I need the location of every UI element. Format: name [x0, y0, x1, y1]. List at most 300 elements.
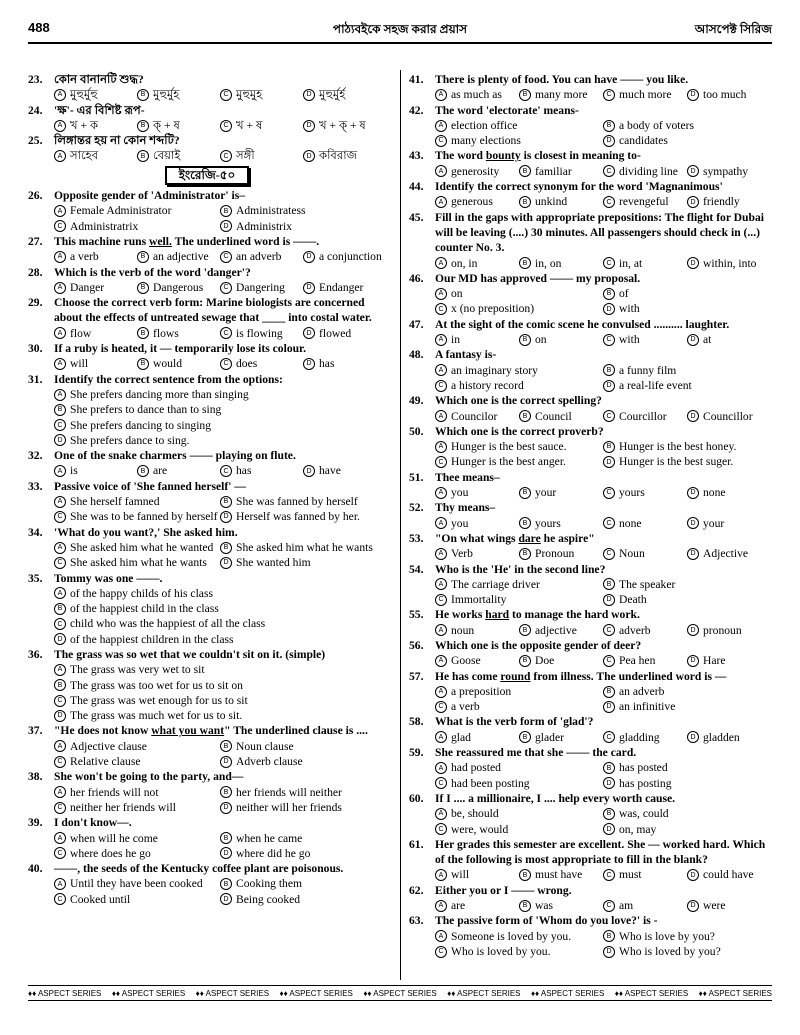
option-text: Endanger	[319, 280, 364, 294]
answer-option[interactable]	[435, 806, 603, 821]
answer-option[interactable]	[603, 133, 771, 148]
option-list	[28, 203, 386, 234]
option-text: where did he go	[236, 846, 311, 860]
answer-option[interactable]	[519, 194, 603, 209]
question	[28, 372, 386, 387]
answer-option[interactable]	[435, 776, 603, 791]
answer-option[interactable]	[519, 867, 603, 882]
answer-option[interactable]	[603, 929, 771, 944]
answer-option[interactable]	[54, 509, 220, 524]
option-text: an adjective	[153, 250, 209, 264]
answer-option[interactable]	[603, 454, 771, 469]
answer-option[interactable]	[54, 356, 137, 371]
answer-option[interactable]	[603, 485, 687, 500]
answer-option[interactable]	[603, 867, 687, 882]
question	[409, 531, 771, 546]
answer-option[interactable]	[54, 708, 386, 723]
option-marker-icon: C	[54, 802, 66, 814]
answer-option[interactable]	[303, 148, 386, 163]
option-text: as much as	[451, 88, 502, 102]
option-marker-icon: A	[435, 655, 447, 667]
option-marker-icon: A	[54, 282, 66, 294]
option-marker-icon: D	[687, 410, 699, 422]
option-text: Until they have been cooked	[70, 877, 203, 891]
answer-option[interactable]	[220, 356, 303, 371]
answer-option[interactable]	[54, 739, 220, 754]
option-marker-icon: A	[54, 120, 66, 132]
option-marker-icon: D	[303, 358, 315, 370]
answer-option[interactable]	[303, 326, 386, 341]
answer-option[interactable]	[435, 822, 603, 837]
option-text: glad	[451, 730, 471, 744]
answer-option[interactable]	[220, 203, 386, 218]
option-marker-icon: B	[603, 930, 615, 942]
option-text: খ + ষ	[236, 118, 263, 132]
question	[28, 479, 386, 494]
question	[28, 295, 386, 326]
option-marker-icon: C	[603, 196, 615, 208]
question-text: The word 'electorate' means-	[435, 103, 579, 117]
answer-option[interactable]	[303, 463, 386, 478]
answer-option[interactable]	[137, 463, 220, 478]
option-marker-icon: B	[519, 257, 531, 269]
answer-option[interactable]	[603, 87, 687, 102]
answer-option[interactable]	[687, 87, 771, 102]
answer-option[interactable]	[435, 194, 519, 209]
option-text: must	[619, 868, 642, 882]
option-text: The grass was wet enough for us to sit	[70, 693, 248, 707]
answer-option[interactable]	[519, 546, 603, 561]
answer-option[interactable]	[435, 409, 519, 424]
answer-option[interactable]	[54, 555, 220, 570]
answer-option[interactable]	[603, 653, 687, 668]
answer-option[interactable]	[303, 356, 386, 371]
answer-option[interactable]	[54, 118, 137, 133]
answer-option[interactable]	[54, 846, 220, 861]
question-number: 61.	[409, 837, 424, 851]
answer-option[interactable]	[54, 249, 137, 264]
answer-option[interactable]	[603, 194, 687, 209]
answer-option[interactable]	[435, 118, 603, 133]
answer-option[interactable]	[435, 592, 603, 607]
answer-option[interactable]	[54, 632, 386, 647]
option-marker-icon: C	[603, 165, 615, 177]
answer-option[interactable]	[54, 387, 386, 402]
option-text: মুহুমুহ	[236, 88, 263, 102]
option-marker-icon: A	[435, 900, 447, 912]
answer-option[interactable]	[220, 326, 303, 341]
option-marker-icon: B	[220, 205, 232, 217]
option-marker-icon: B	[137, 89, 149, 101]
answer-option[interactable]	[435, 133, 603, 148]
option-marker-icon: D	[687, 655, 699, 667]
answer-option[interactable]	[687, 256, 771, 271]
answer-option[interactable]	[603, 332, 687, 347]
answer-option[interactable]	[603, 730, 687, 745]
answer-option[interactable]	[54, 662, 386, 677]
question	[28, 341, 386, 356]
answer-option[interactable]	[603, 776, 771, 791]
question-text: Which one is the correct proverb?	[435, 424, 604, 438]
answer-option[interactable]	[687, 730, 771, 745]
answer-option[interactable]	[303, 87, 386, 102]
question-number: 39.	[28, 816, 43, 830]
answer-option[interactable]	[54, 616, 386, 631]
option-text: yours	[535, 516, 561, 530]
option-marker-icon: A	[435, 120, 447, 132]
option-text: Who is love by you?	[619, 929, 715, 943]
answer-option[interactable]	[54, 433, 386, 448]
option-text: Relative clause	[70, 755, 141, 769]
option-marker-icon: C	[220, 251, 232, 263]
answer-option[interactable]	[54, 800, 220, 815]
option-marker-icon: B	[220, 542, 232, 554]
question-text: 'What do you want?,' She asked him.	[54, 525, 238, 539]
answer-option[interactable]	[435, 577, 603, 592]
answer-option[interactable]	[303, 249, 386, 264]
answer-option[interactable]	[687, 867, 771, 882]
answer-option[interactable]	[54, 876, 220, 891]
answer-option[interactable]	[435, 898, 519, 913]
option-text: মুহুর্মুহ	[153, 88, 180, 102]
option-text: must have	[535, 868, 583, 882]
answer-option[interactable]	[54, 494, 220, 509]
option-text: She asked him what he wants	[70, 556, 207, 570]
question-text: Choose the correct verb form: Marine biologists are concerned about the effects of untreated sewage that ____ into costal water.	[54, 296, 372, 325]
answer-option[interactable]	[687, 516, 771, 531]
answer-option[interactable]	[435, 164, 519, 179]
answer-option[interactable]	[603, 301, 771, 316]
question-number: 23.	[28, 73, 43, 86]
answer-option[interactable]	[220, 118, 303, 133]
answer-option[interactable]	[54, 586, 386, 601]
answer-option[interactable]	[54, 402, 386, 417]
answer-option[interactable]	[603, 699, 771, 714]
answer-option[interactable]	[435, 623, 519, 638]
answer-option[interactable]	[519, 653, 603, 668]
option-list	[409, 194, 771, 209]
answer-option[interactable]	[603, 806, 771, 821]
underlined-word: what you want	[151, 724, 225, 738]
option-list	[28, 876, 386, 907]
answer-option[interactable]	[603, 363, 771, 378]
answer-option[interactable]	[603, 516, 687, 531]
question-text: What is the verb form of 'glad'?	[435, 715, 594, 729]
option-marker-icon: B	[519, 624, 531, 636]
option-marker-icon: A	[54, 664, 66, 676]
answer-option[interactable]	[220, 555, 386, 570]
answer-option[interactable]	[435, 256, 519, 271]
footer-label: ♦♦ ASPECT SERIES	[447, 988, 521, 998]
option-marker-icon: B	[137, 251, 149, 263]
question	[28, 133, 386, 148]
answer-option[interactable]	[603, 118, 771, 133]
answer-option[interactable]	[54, 754, 220, 769]
answer-option[interactable]	[435, 87, 519, 102]
option-text: খ + ক্ + ষ	[319, 118, 366, 132]
answer-option[interactable]	[603, 592, 771, 607]
option-text: Hunger is the best suger.	[619, 455, 734, 469]
answer-option[interactable]	[54, 280, 137, 295]
question	[409, 913, 771, 928]
option-marker-icon: B	[519, 900, 531, 912]
option-text: when he came	[236, 831, 303, 845]
answer-option[interactable]	[435, 378, 603, 393]
answer-option[interactable]	[519, 516, 603, 531]
answer-option[interactable]	[435, 516, 519, 531]
question-number: 43.	[409, 149, 424, 163]
answer-option[interactable]	[435, 546, 519, 561]
option-marker-icon: D	[687, 487, 699, 499]
answer-option[interactable]	[220, 249, 303, 264]
option-text: a history record	[451, 378, 524, 392]
answer-option[interactable]	[54, 148, 137, 163]
footer-label: ♦♦ ASPECT SERIES	[530, 988, 605, 998]
answer-option[interactable]	[220, 846, 386, 861]
answer-option[interactable]	[54, 785, 220, 800]
answer-option[interactable]	[687, 898, 771, 913]
answer-option[interactable]	[603, 760, 771, 775]
answer-option[interactable]	[687, 164, 771, 179]
question	[28, 72, 386, 87]
answer-option[interactable]	[687, 409, 771, 424]
answer-option[interactable]	[137, 87, 220, 102]
underlined-word: round	[500, 669, 531, 683]
answer-option[interactable]	[137, 280, 220, 295]
answer-option[interactable]	[603, 623, 687, 638]
option-text: dividing line	[619, 164, 678, 178]
answer-option[interactable]	[603, 684, 771, 699]
answer-option[interactable]	[435, 653, 519, 668]
answer-option[interactable]	[303, 280, 386, 295]
answer-option[interactable]	[220, 509, 386, 524]
answer-option[interactable]	[687, 546, 771, 561]
option-text: neither will her friends	[236, 800, 342, 814]
answer-option[interactable]	[435, 730, 519, 745]
option-text: The grass was much wet for us to sit.	[70, 709, 243, 723]
option-text: Councilor	[451, 409, 498, 423]
question-text-part: " The underlined clause is ....	[224, 724, 368, 738]
answer-option[interactable]	[220, 280, 303, 295]
answer-option[interactable]	[603, 822, 771, 837]
option-marker-icon: A	[435, 196, 447, 208]
answer-option[interactable]	[687, 332, 771, 347]
answer-option[interactable]	[435, 439, 603, 454]
answer-option[interactable]	[603, 898, 687, 913]
question	[28, 188, 386, 203]
question	[409, 103, 771, 118]
answer-option[interactable]	[687, 485, 771, 500]
answer-option[interactable]	[435, 944, 603, 959]
question-text	[435, 148, 771, 163]
answer-option[interactable]	[519, 256, 603, 271]
footer-label: ♦♦ ASPECT SERIES	[28, 988, 102, 998]
answer-option[interactable]	[435, 699, 603, 714]
answer-option[interactable]	[220, 219, 386, 234]
answer-option[interactable]	[603, 256, 687, 271]
answer-option[interactable]	[54, 219, 220, 234]
section-heading	[28, 166, 386, 185]
option-list	[28, 118, 386, 133]
answer-option[interactable]	[603, 286, 771, 301]
option-text: She was fanned by herself	[236, 495, 358, 509]
option-text: in, on	[535, 256, 562, 270]
option-marker-icon: B	[220, 786, 232, 798]
option-marker-icon: C	[54, 756, 66, 768]
option-text: election office	[451, 118, 518, 132]
answer-option[interactable]	[519, 87, 603, 102]
answer-option[interactable]	[435, 684, 603, 699]
section-title: ইংরেজি-৫০	[165, 166, 250, 185]
option-marker-icon: C	[435, 456, 447, 468]
option-marker-icon: C	[435, 946, 447, 958]
answer-option[interactable]	[54, 693, 386, 708]
option-text: Cooking them	[236, 877, 303, 891]
option-marker-icon: D	[603, 456, 615, 468]
option-marker-icon: A	[54, 832, 66, 844]
answer-option[interactable]	[435, 454, 603, 469]
answer-option[interactable]	[435, 867, 519, 882]
option-text: your	[535, 486, 557, 500]
option-text: of the happy childs of his class	[70, 586, 213, 600]
option-text: Goose	[451, 654, 481, 668]
answer-option[interactable]	[220, 876, 386, 891]
option-marker-icon: C	[435, 777, 447, 789]
answer-option[interactable]	[687, 623, 771, 638]
answer-option[interactable]	[137, 249, 220, 264]
answer-option[interactable]	[603, 409, 687, 424]
answer-option[interactable]	[137, 118, 220, 133]
question-number: 30.	[28, 342, 43, 356]
answer-option[interactable]	[54, 203, 220, 218]
option-text: Administratrix	[70, 219, 139, 233]
answer-option[interactable]	[603, 378, 771, 393]
option-text: x (no preposition)	[451, 302, 535, 316]
option-text: unkind	[535, 195, 568, 209]
answer-option[interactable]	[435, 760, 603, 775]
answer-option[interactable]	[435, 286, 603, 301]
option-text: flows	[153, 326, 179, 340]
answer-option[interactable]	[220, 540, 386, 555]
option-text: Hare	[703, 654, 726, 668]
answer-option[interactable]	[54, 463, 137, 478]
answer-option[interactable]	[435, 363, 603, 378]
answer-option[interactable]	[220, 463, 303, 478]
option-list	[409, 653, 771, 668]
option-text: Councillor	[703, 409, 753, 423]
answer-option[interactable]	[519, 332, 603, 347]
option-marker-icon: A	[435, 930, 447, 942]
option-text: Adjective clause	[70, 739, 147, 753]
left-column	[28, 72, 386, 907]
option-text: had been posting	[451, 776, 530, 790]
answer-option[interactable]	[687, 653, 771, 668]
option-marker-icon: D	[687, 196, 699, 208]
answer-option[interactable]	[54, 326, 137, 341]
option-marker-icon: D	[687, 624, 699, 636]
option-list	[28, 463, 386, 478]
option-text: Adverb clause	[236, 755, 303, 769]
answer-option[interactable]	[603, 439, 771, 454]
option-text: Hunger is the best honey.	[619, 440, 737, 454]
option-marker-icon: A	[54, 878, 66, 890]
question-text: A fantasy is-	[435, 348, 497, 362]
answer-option[interactable]	[54, 87, 137, 102]
option-marker-icon: B	[137, 120, 149, 132]
option-marker-icon: D	[220, 557, 232, 569]
answer-option[interactable]	[220, 494, 386, 509]
option-text: বেয়াই	[153, 149, 181, 163]
answer-option[interactable]	[137, 148, 220, 163]
answer-option[interactable]	[603, 164, 687, 179]
answer-option[interactable]	[435, 301, 603, 316]
answer-option[interactable]	[435, 929, 603, 944]
answer-option[interactable]	[54, 601, 386, 616]
option-text: you	[451, 516, 469, 530]
answer-option[interactable]	[54, 831, 220, 846]
question-text: The grass was so wet that we couldn't sit on it. (simple)	[54, 647, 326, 661]
option-text: pronoun	[703, 623, 742, 637]
option-marker-icon: D	[687, 334, 699, 346]
option-text: Courcillor	[619, 409, 667, 423]
answer-option[interactable]	[435, 332, 519, 347]
answer-option[interactable]	[519, 623, 603, 638]
option-list	[28, 249, 386, 264]
option-marker-icon: C	[603, 900, 615, 912]
option-text: She prefers to dance than to sing	[70, 403, 222, 417]
answer-option[interactable]	[519, 898, 603, 913]
question-text: Which one is the correct spelling?	[435, 394, 602, 408]
answer-option[interactable]	[220, 831, 386, 846]
question-number: 62.	[409, 883, 424, 897]
answer-option[interactable]	[220, 739, 386, 754]
answer-option[interactable]	[220, 148, 303, 163]
answer-option[interactable]	[603, 577, 771, 592]
answer-option[interactable]	[603, 944, 771, 959]
answer-option[interactable]	[220, 87, 303, 102]
answer-option[interactable]	[137, 326, 220, 341]
answer-option[interactable]	[137, 356, 220, 371]
answer-option[interactable]	[687, 194, 771, 209]
answer-option[interactable]	[220, 800, 386, 815]
question-text-part: is closest in meaning to-	[520, 149, 641, 163]
option-text: মুহুর্মুর্হ	[319, 88, 346, 102]
option-text: gladden	[703, 730, 740, 744]
answer-option[interactable]	[303, 118, 386, 133]
answer-option[interactable]	[519, 730, 603, 745]
answer-option[interactable]	[220, 892, 386, 907]
answer-option[interactable]	[54, 678, 386, 693]
option-text: were	[703, 899, 726, 913]
option-list	[409, 409, 771, 424]
answer-option[interactable]	[220, 785, 386, 800]
answer-option[interactable]	[519, 164, 603, 179]
question-number: 36.	[28, 647, 43, 661]
answer-option[interactable]	[54, 540, 220, 555]
question-number: 56.	[409, 638, 424, 652]
answer-option[interactable]	[435, 485, 519, 500]
answer-option[interactable]	[603, 546, 687, 561]
answer-option[interactable]	[220, 754, 386, 769]
answer-option[interactable]	[519, 485, 603, 500]
answer-option[interactable]	[519, 409, 603, 424]
answer-option[interactable]	[54, 418, 386, 433]
question-text-part: "He does not know	[54, 724, 152, 738]
answer-option[interactable]	[54, 892, 220, 907]
option-marker-icon: C	[54, 618, 66, 630]
option-marker-icon: B	[603, 578, 615, 590]
option-text: a conjunction	[319, 250, 382, 264]
